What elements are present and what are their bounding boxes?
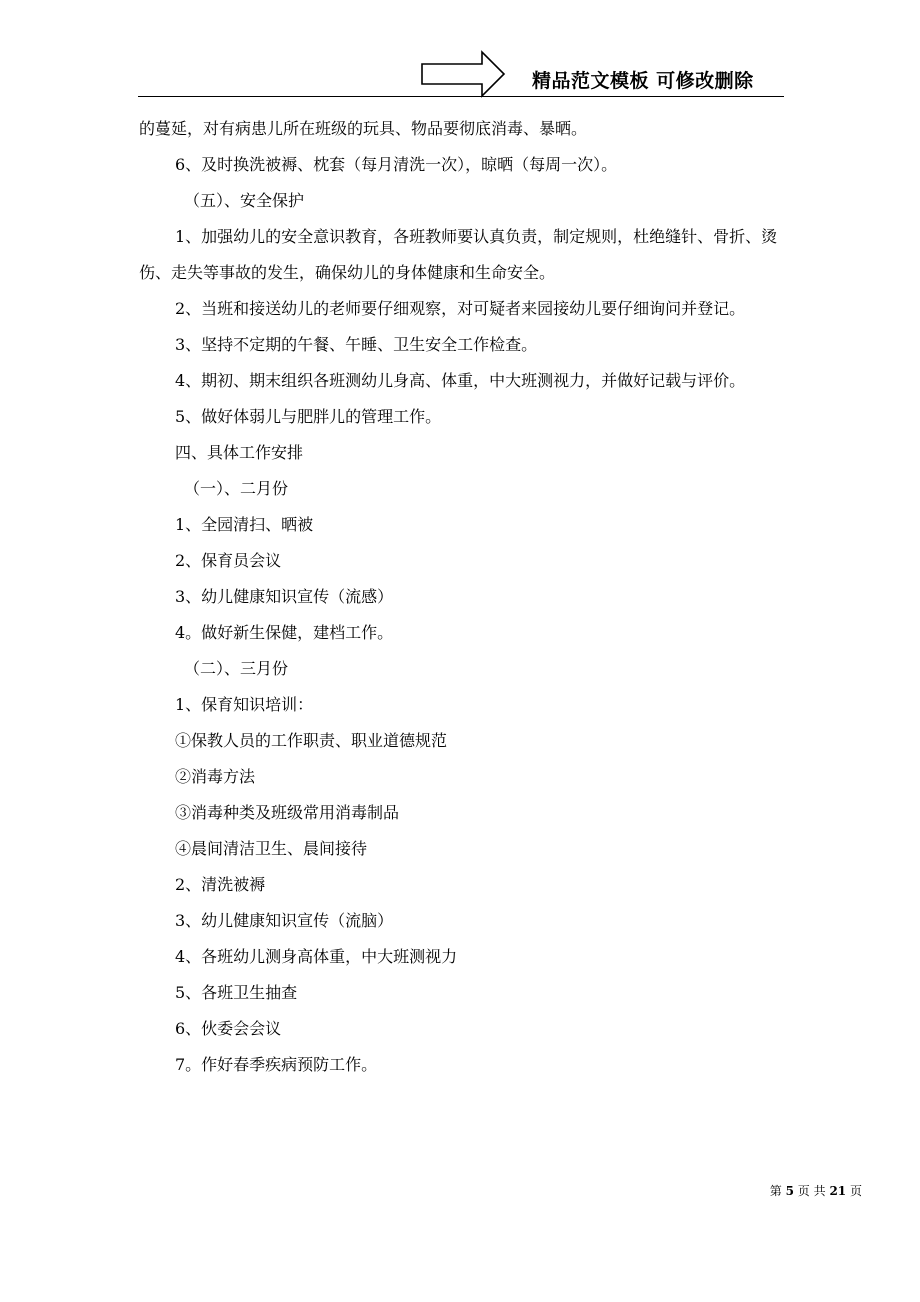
list-item: ②消毒方法 xyxy=(175,767,256,786)
list-item: ③消毒种类及班级常用消毒制品 xyxy=(175,803,400,822)
list-item: 2、保育员会议 xyxy=(175,551,282,570)
section-heading: 四、具体工作安排 xyxy=(175,443,304,462)
list-item: ①保教人员的工作职责、职业道德规范 xyxy=(175,731,448,750)
section-heading: （五）、安全保护 xyxy=(184,191,305,210)
paragraph: 4、期初、期末组织各班测幼儿身高、体重，中大班测视力，并做好记载与评价。 xyxy=(175,371,746,390)
header-title: 精品范文模板 可修改删除 xyxy=(532,70,754,92)
document-body xyxy=(139,111,785,1083)
list-item: 6、伙委会会议 xyxy=(175,1019,282,1038)
current-page-number: 5 xyxy=(785,1184,794,1198)
footer-label-page: 第 xyxy=(769,1184,782,1198)
paragraph: 3、坚持不定期的午餐、午睡、卫生安全工作检查。 xyxy=(175,335,538,354)
section-heading: （二）、三月份 xyxy=(184,659,289,678)
list-item: 1、保育知识培训： xyxy=(175,695,314,714)
list-item: 4。做好新生保健，建档工作。 xyxy=(175,623,394,642)
paragraph: 2、当班和接送幼儿的老师要仔细观察，对可疑者来园接幼儿要仔细询问并登记。 xyxy=(175,299,746,318)
total-pages-number: 21 xyxy=(829,1184,847,1198)
page-header xyxy=(0,0,920,100)
paragraph: 的蔓延，对有病患儿所在班级的玩具、物品要彻底消毒、暴晒。 xyxy=(139,119,588,138)
header-divider xyxy=(138,96,784,97)
paragraph: 6、及时换洗被褥、枕套（每月清洗一次），晾晒（每周一次）。 xyxy=(175,155,618,174)
list-item: 3、幼儿健康知识宣传（流脑） xyxy=(175,911,394,930)
list-item: 5、各班卫生抽查 xyxy=(175,983,298,1002)
page-footer xyxy=(600,1182,862,1199)
footer-label-end: 页 xyxy=(849,1184,862,1198)
list-item: 1、全园清扫、晒被 xyxy=(175,515,314,534)
paragraph: 5、做好体弱儿与肥胖儿的管理工作。 xyxy=(175,407,442,426)
list-item: 2、清洗被褥 xyxy=(175,875,266,894)
list-item: 7。作好春季疾病预防工作。 xyxy=(175,1055,378,1074)
footer-label-mid: 页 共 xyxy=(797,1184,826,1198)
list-item: 4、各班幼儿测身高体重，中大班测视力 xyxy=(175,947,458,966)
arrow-right-icon xyxy=(420,50,506,98)
list-item: 3、幼儿健康知识宣传（流感） xyxy=(175,587,394,606)
paragraph: 1、加强幼儿的安全意识教育，各班教师要认真负责，制定规则，杜绝缝针、骨折、烫伤、走失等事故的发生，确保幼儿的身体健康和生命安全。 xyxy=(139,227,778,282)
list-item: ④晨间清洁卫生、晨间接待 xyxy=(175,839,368,858)
section-heading: （一）、二月份 xyxy=(184,479,289,498)
